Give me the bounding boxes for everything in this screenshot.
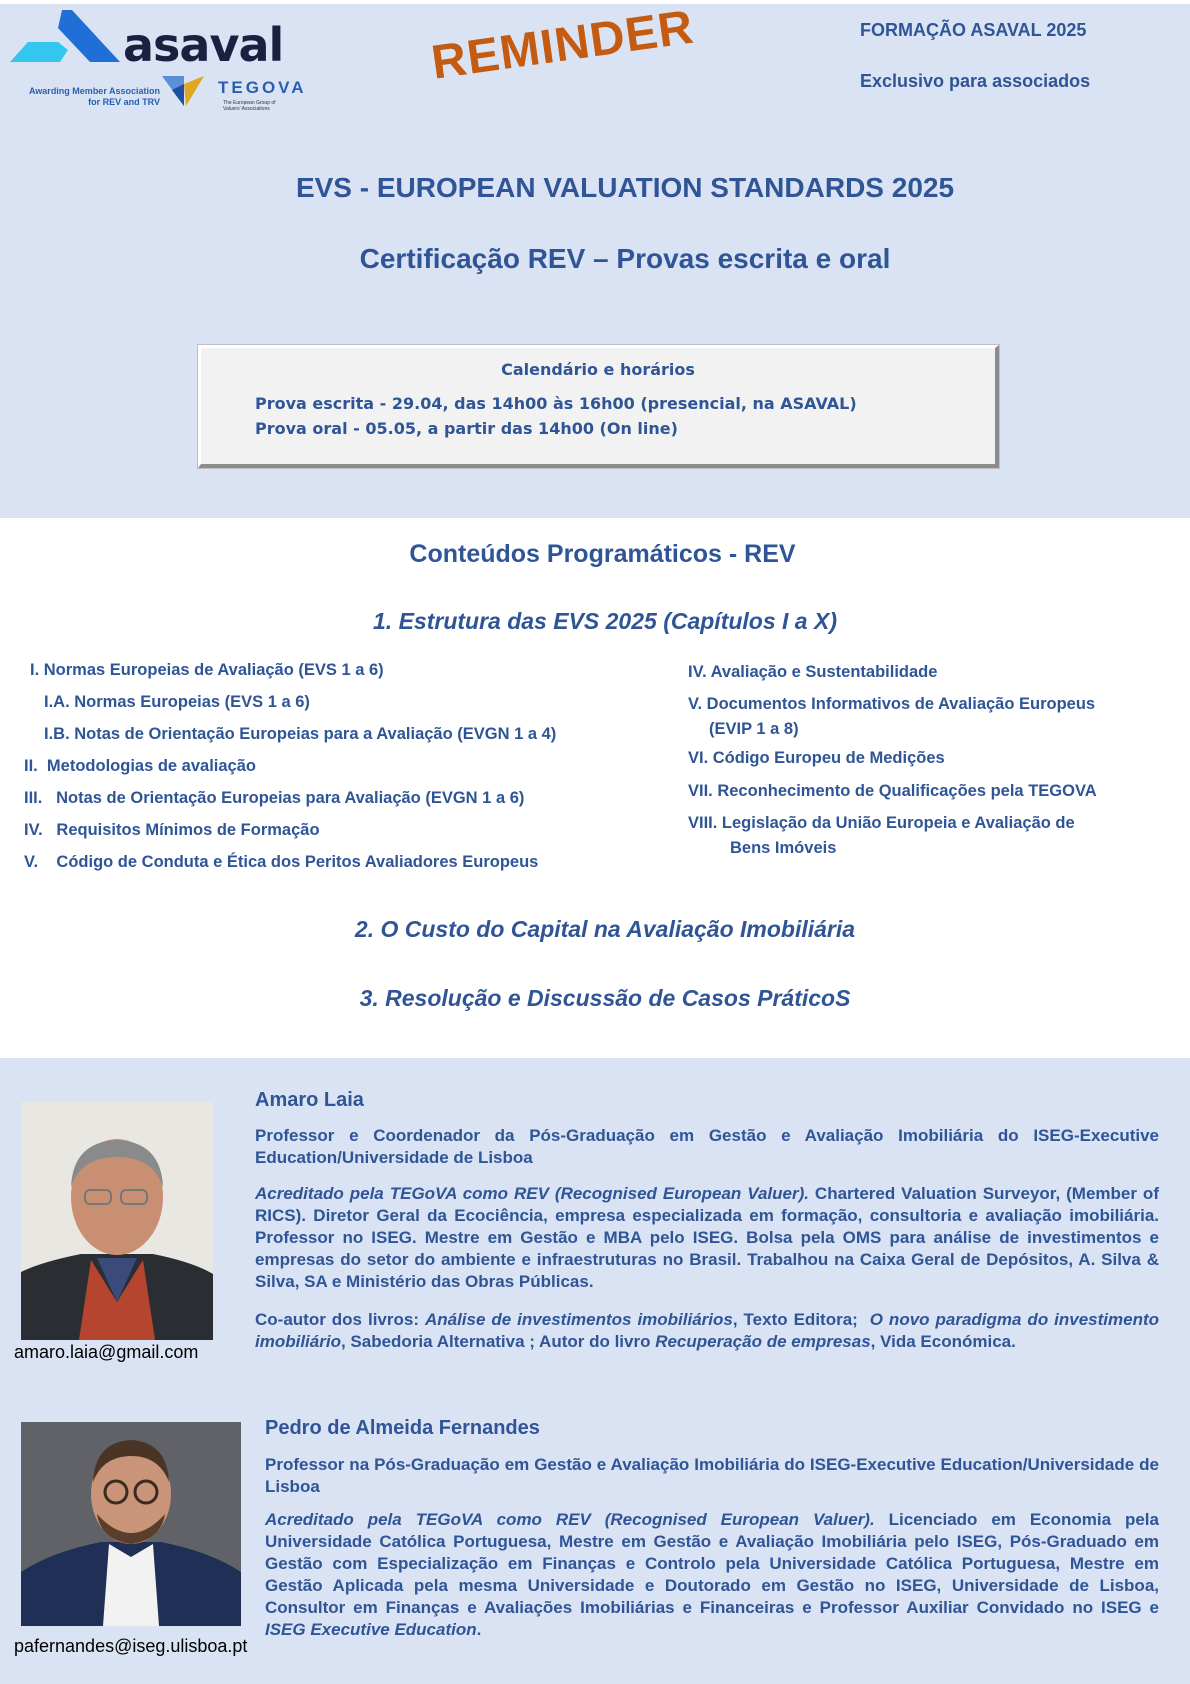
trainer-name: Amaro Laia: [255, 1089, 364, 1111]
trainer-accreditation: Acreditado pela TEGoVA como REV (Recognised European Valuer).: [265, 1510, 875, 1529]
awarding-line2: for REV and TRV: [88, 97, 160, 107]
asaval-logo: [10, 10, 307, 112]
toc-right-item: VI. Código Europeu de Medições: [688, 749, 945, 767]
program-heading: Conteúdos Programáticos - REV: [409, 540, 796, 568]
trainer-role: Professor na Pós-Graduação em Gestão e Avaliação Imobiliária do ISEG-Executive Education/Universidade de Lisboa: [265, 1455, 1159, 1496]
toc-right-item: (EVIP 1 a 8): [709, 720, 799, 738]
page-title: EVS - EUROPEAN VALUATION STANDARDS 2025: [295, 172, 955, 203]
reminder-stamp: REMINDER: [428, 0, 698, 90]
toc-right-item: VII. Reconhecimento de Qualificações pela TEGOVA: [688, 782, 1097, 800]
section-heading-1: 1. Estrutura das EVS 2025 (Capítulos I a X): [373, 608, 837, 634]
toc-left-item: IV. Requisitos Mínimos de Formação: [24, 821, 320, 839]
trainer-email[interactable]: pafernandes@iseg.ulisboa.pt: [14, 1636, 248, 1656]
books-text: , Sabedoria Alternativa ; Autor do livro: [340, 1332, 656, 1351]
awarding-member-text: [10, 86, 160, 108]
tegova-subtitle: The European Group of Valuers' Associations: [223, 100, 276, 112]
toc-left-item: III. Notas de Orientação Europeias para Avaliação (EVGN 1 a 6): [24, 789, 525, 807]
trainer-bio: [265, 1509, 1159, 1641]
trainer-books: [255, 1309, 1159, 1353]
calendar-oral-exam: Prova oral - 05.05, a partir das 14h00 (On line): [255, 419, 678, 438]
page-subtitle: Certificação REV – Provas escrita e oral: [359, 243, 891, 274]
trainer-accreditation: Acreditado pela TEGoVA como REV (Recognised European Valuer).: [255, 1184, 809, 1203]
book-title: O novo paradigma do investimento imobiliário: [255, 1310, 1160, 1351]
toc-left-item: I.A. Normas Europeias (EVS 1 a 6): [44, 693, 310, 711]
section-heading-3: 3. Resolução e Discussão de Casos PráticoS: [359, 985, 851, 1011]
toc-left-item: I.B. Notas de Orientação Europeias para a Avaliação (EVGN 1 a 4): [44, 725, 557, 743]
toc-right-item: VIII. Legislação da União Europeia e Avaliação de: [688, 814, 1075, 832]
tegova-wordmark: TEGOVA: [218, 78, 307, 97]
trainer-bio-italic-end: ISEG Executive Education: [265, 1620, 477, 1639]
books-text: Co-autor dos livros:: [255, 1310, 425, 1329]
exclusivo-label: Exclusivo para associados: [860, 71, 1091, 91]
toc-right-item: V. Documentos Informativos de Avaliação Europeus: [688, 695, 1096, 713]
trainer-bio: [255, 1183, 1159, 1293]
calendar-title: Calendário e horários: [501, 360, 695, 379]
trainer-role: Professor e Coordenador da Pós-Graduação em Gestão e Avaliação Imobiliária do ISEG-Executive Education/Universidade de Lisboa: [255, 1126, 1159, 1167]
books-text: , Vida Económica.: [870, 1332, 1016, 1351]
toc-left-item: V. Código de Conduta e Ética dos Peritos Avaliadores Europeus: [24, 853, 539, 871]
asaval-wordmark: asaval: [123, 18, 284, 72]
portrait-placeholder-icon: [21, 1422, 241, 1626]
toc-left-item: I. Normas Europeias de Avaliação (EVS 1 a 6): [30, 661, 384, 679]
formacao-label: FORMAÇÃO ASAVAL 2025: [860, 20, 1087, 40]
tegova-logo-icon: [162, 76, 206, 108]
book-title: Recuperação de empresas: [655, 1332, 871, 1351]
toc-left-item: II. Metodologias de avaliação: [24, 757, 256, 775]
trainer-email[interactable]: amaro.laia@gmail.com: [14, 1342, 199, 1362]
asaval-logo-mark-icon: [10, 10, 130, 70]
book-title: Análise de investimentos imobiliários: [424, 1310, 733, 1329]
awarding-line1: Awarding Member Association: [28, 86, 160, 96]
trainer-bio-text: Licenciado em Economia pela Universidade Católica Portuguesa, Mestre em Gestão e Avaliação Imobiliária pelo ISEG, Pós-Graduado em Gestão com Especialização em Finanças e Controlo pela Universidade Católica Portuguesa, Mestre em Gestão Aplicada pela mesma Universidade e Doutorado em Gestão no ISEG, Universidade de Lisboa, Consultor em Finanças e Avaliações Imobiliárias e Financeiras e Professor Auxiliar Convidado no ISEG e: [265, 1510, 1159, 1617]
trainer-bio-text: Chartered Valuation Surveyor, (Member of RICS). Diretor Geral da Ecociência, empresa especializada em formação, consultoria e avaliação imobiliária. Professor no ISEG. Mestre em Gestão e MBA pelo ISEG. Bolsa pela OMS para análise de investimentos e empresas do setor do ambiente e infraestruturas no Brasil. Trabalhou na Caixa Geral de Depósitos, A. Silva & Silva, SA e Ministério das Obras Públicas.: [255, 1184, 1159, 1291]
books-text: , Texto Editora;: [732, 1310, 870, 1329]
portrait-placeholder-icon: [21, 1102, 213, 1340]
calendar-written-exam: Prova escrita - 29.04, das 14h00 às 16h00 (presencial, na ASAVAL): [255, 394, 857, 413]
section-heading-2: 2. O Custo do Capital na Avaliação Imobiliária: [354, 916, 856, 942]
trainer-name: Pedro de Almeida Fernandes: [265, 1417, 540, 1439]
trainer-bio-end: .: [476, 1620, 482, 1639]
trainer-photo-pedro-fernandes: [21, 1422, 241, 1626]
calendar-box: [198, 345, 999, 468]
toc-right-item: IV. Avaliação e Sustentabilidade: [688, 663, 938, 681]
trainer-photo-amaro-laia: [21, 1102, 213, 1340]
toc-right-item: Bens Imóveis: [730, 839, 837, 857]
